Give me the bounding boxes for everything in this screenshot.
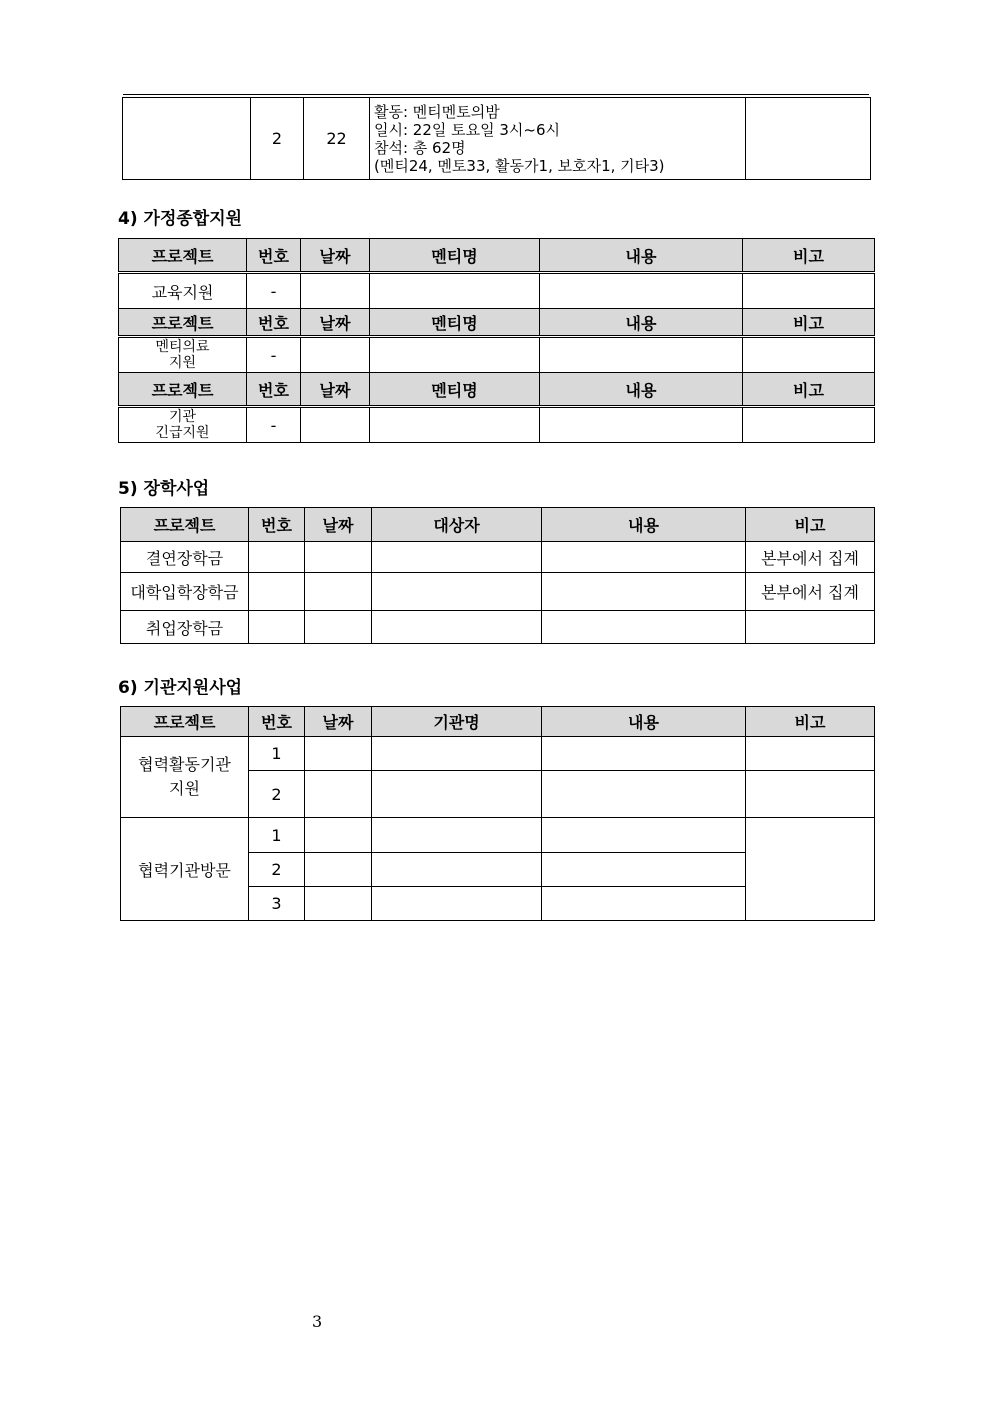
- num-cell: 1: [249, 737, 305, 771]
- target-cell: [372, 573, 542, 611]
- col-num: 번호: [247, 373, 301, 407]
- num-cell: 3: [249, 887, 305, 921]
- project-cell: 결연장학금: [121, 542, 249, 573]
- activity-row: [123, 98, 871, 180]
- num-cell: -: [247, 407, 301, 443]
- num-cell: [249, 611, 305, 644]
- date-cell: [305, 818, 372, 853]
- col-content: 내용: [542, 707, 746, 737]
- mentee-cell: [370, 407, 540, 443]
- col-note: 비고: [746, 707, 875, 737]
- col-note: 비고: [743, 309, 875, 337]
- col-content: 내용: [540, 309, 743, 337]
- num-cell: 1: [249, 818, 305, 853]
- note-cell: 본부에서 집계: [746, 542, 875, 573]
- date-cell: [305, 737, 372, 771]
- content-cell: [542, 737, 746, 771]
- content-cell: [542, 573, 746, 611]
- note-cell: [746, 771, 875, 818]
- col-num: 번호: [249, 508, 305, 542]
- attendance-line: 참석: 총 62명: [374, 138, 466, 157]
- table-header-row: [119, 309, 875, 337]
- note-cell: [746, 98, 871, 180]
- content-cell: [542, 818, 746, 853]
- attendance-breakdown-line: (멘티24, 멘토33, 활동가1, 보호자1, 기타3): [374, 156, 665, 175]
- target-cell: [372, 542, 542, 573]
- institution-cell: [372, 771, 542, 818]
- date-cell: [305, 573, 372, 611]
- num-cell: -: [247, 337, 301, 373]
- table-row: [119, 407, 875, 443]
- activity-table: [122, 97, 871, 180]
- col-num: 번호: [247, 309, 301, 337]
- num-cell: 2: [251, 98, 304, 180]
- content-cell: [542, 611, 746, 644]
- activity-details: [370, 98, 746, 180]
- project-cell: 기관 긴급지원: [119, 407, 247, 443]
- note-cell: [746, 611, 875, 644]
- note-cell: [743, 273, 875, 309]
- note-cell: [746, 737, 875, 771]
- table-header-row: [121, 508, 875, 542]
- col-date: 날짜: [301, 373, 370, 407]
- note-cell: [743, 337, 875, 373]
- col-content: 내용: [540, 373, 743, 407]
- table-row: [121, 542, 875, 573]
- content-cell: [542, 887, 746, 921]
- family-support-table: [118, 238, 875, 443]
- col-content: 내용: [540, 239, 743, 273]
- col-date: 날짜: [305, 707, 372, 737]
- col-note: 비고: [743, 373, 875, 407]
- col-target: 대상자: [372, 508, 542, 542]
- content-cell: [542, 771, 746, 818]
- table-header-row: [119, 373, 875, 407]
- col-note: 비고: [743, 239, 875, 273]
- table-row: [121, 737, 875, 771]
- project-cell: 대학입학장학금: [121, 573, 249, 611]
- target-cell: [372, 611, 542, 644]
- top-rule: [123, 94, 869, 95]
- institution-cell: [372, 853, 542, 887]
- project-cell: 교육지원: [119, 273, 247, 309]
- col-project: 프로젝트: [119, 309, 247, 337]
- col-date: 날짜: [301, 309, 370, 337]
- date-cell: [305, 611, 372, 644]
- date-cell: [301, 337, 370, 373]
- section5-title: 5) 장학사업: [118, 479, 210, 499]
- date-cell: [305, 771, 372, 818]
- col-date: 날짜: [305, 508, 372, 542]
- note-cell: 본부에서 집계: [746, 573, 875, 611]
- content-cell: [540, 337, 743, 373]
- col-mentee: 멘티명: [370, 309, 540, 337]
- scholarship-table: [120, 507, 875, 644]
- col-project: 프로젝트: [119, 239, 247, 273]
- activity-line: 활동: 멘티멘토의밤: [374, 102, 500, 121]
- content-cell: [542, 853, 746, 887]
- project-cell: 멘티의료 지원: [119, 337, 247, 373]
- num-cell: 2: [249, 853, 305, 887]
- num-cell: [249, 573, 305, 611]
- date-cell: [305, 853, 372, 887]
- section4-title: 4) 가정종합지원: [118, 209, 243, 229]
- content-cell: [540, 273, 743, 309]
- institution-cell: [372, 737, 542, 771]
- date-cell: [301, 407, 370, 443]
- page-number: 3: [312, 1312, 323, 1331]
- col-project: 프로젝트: [121, 707, 249, 737]
- table-row: [121, 573, 875, 611]
- content-cell: [542, 542, 746, 573]
- col-num: 번호: [247, 239, 301, 273]
- col-content: 내용: [542, 508, 746, 542]
- num-cell: 2: [249, 771, 305, 818]
- date-cell: [301, 273, 370, 309]
- section6-title: 6) 기관지원사업: [118, 678, 243, 698]
- project-cell: 취업장학금: [121, 611, 249, 644]
- col-mentee: 멘티명: [370, 239, 540, 273]
- date-cell: [305, 542, 372, 573]
- col-mentee: 멘티명: [370, 373, 540, 407]
- project-cell: 협력기관방문: [121, 818, 249, 921]
- institution-cell: [372, 818, 542, 853]
- col-num: 번호: [249, 707, 305, 737]
- mentee-cell: [370, 273, 540, 309]
- col-institution: 기관명: [372, 707, 542, 737]
- table-row: [121, 818, 875, 853]
- note-cell: [743, 407, 875, 443]
- col-date: 날짜: [301, 239, 370, 273]
- date-cell: [305, 887, 372, 921]
- table-row: [121, 611, 875, 644]
- institution-support-table: [120, 706, 875, 921]
- project-cell: [123, 98, 251, 180]
- num-cell: [249, 542, 305, 573]
- project-cell: 협력활동기관 지원: [121, 737, 249, 818]
- institution-cell: [372, 887, 542, 921]
- num-cell: -: [247, 273, 301, 309]
- col-project: 프로젝트: [121, 508, 249, 542]
- date-cell: 22: [304, 98, 370, 180]
- table-header-row: [121, 707, 875, 737]
- mentee-cell: [370, 337, 540, 373]
- note-cell: [746, 818, 875, 921]
- col-project: 프로젝트: [119, 373, 247, 407]
- col-note: 비고: [746, 508, 875, 542]
- time-line: 일시: 22일 토요일 3시~6시: [374, 120, 561, 139]
- table-header-row: [119, 239, 875, 273]
- table-row: [119, 273, 875, 309]
- content-cell: [540, 407, 743, 443]
- table-row: [119, 337, 875, 373]
